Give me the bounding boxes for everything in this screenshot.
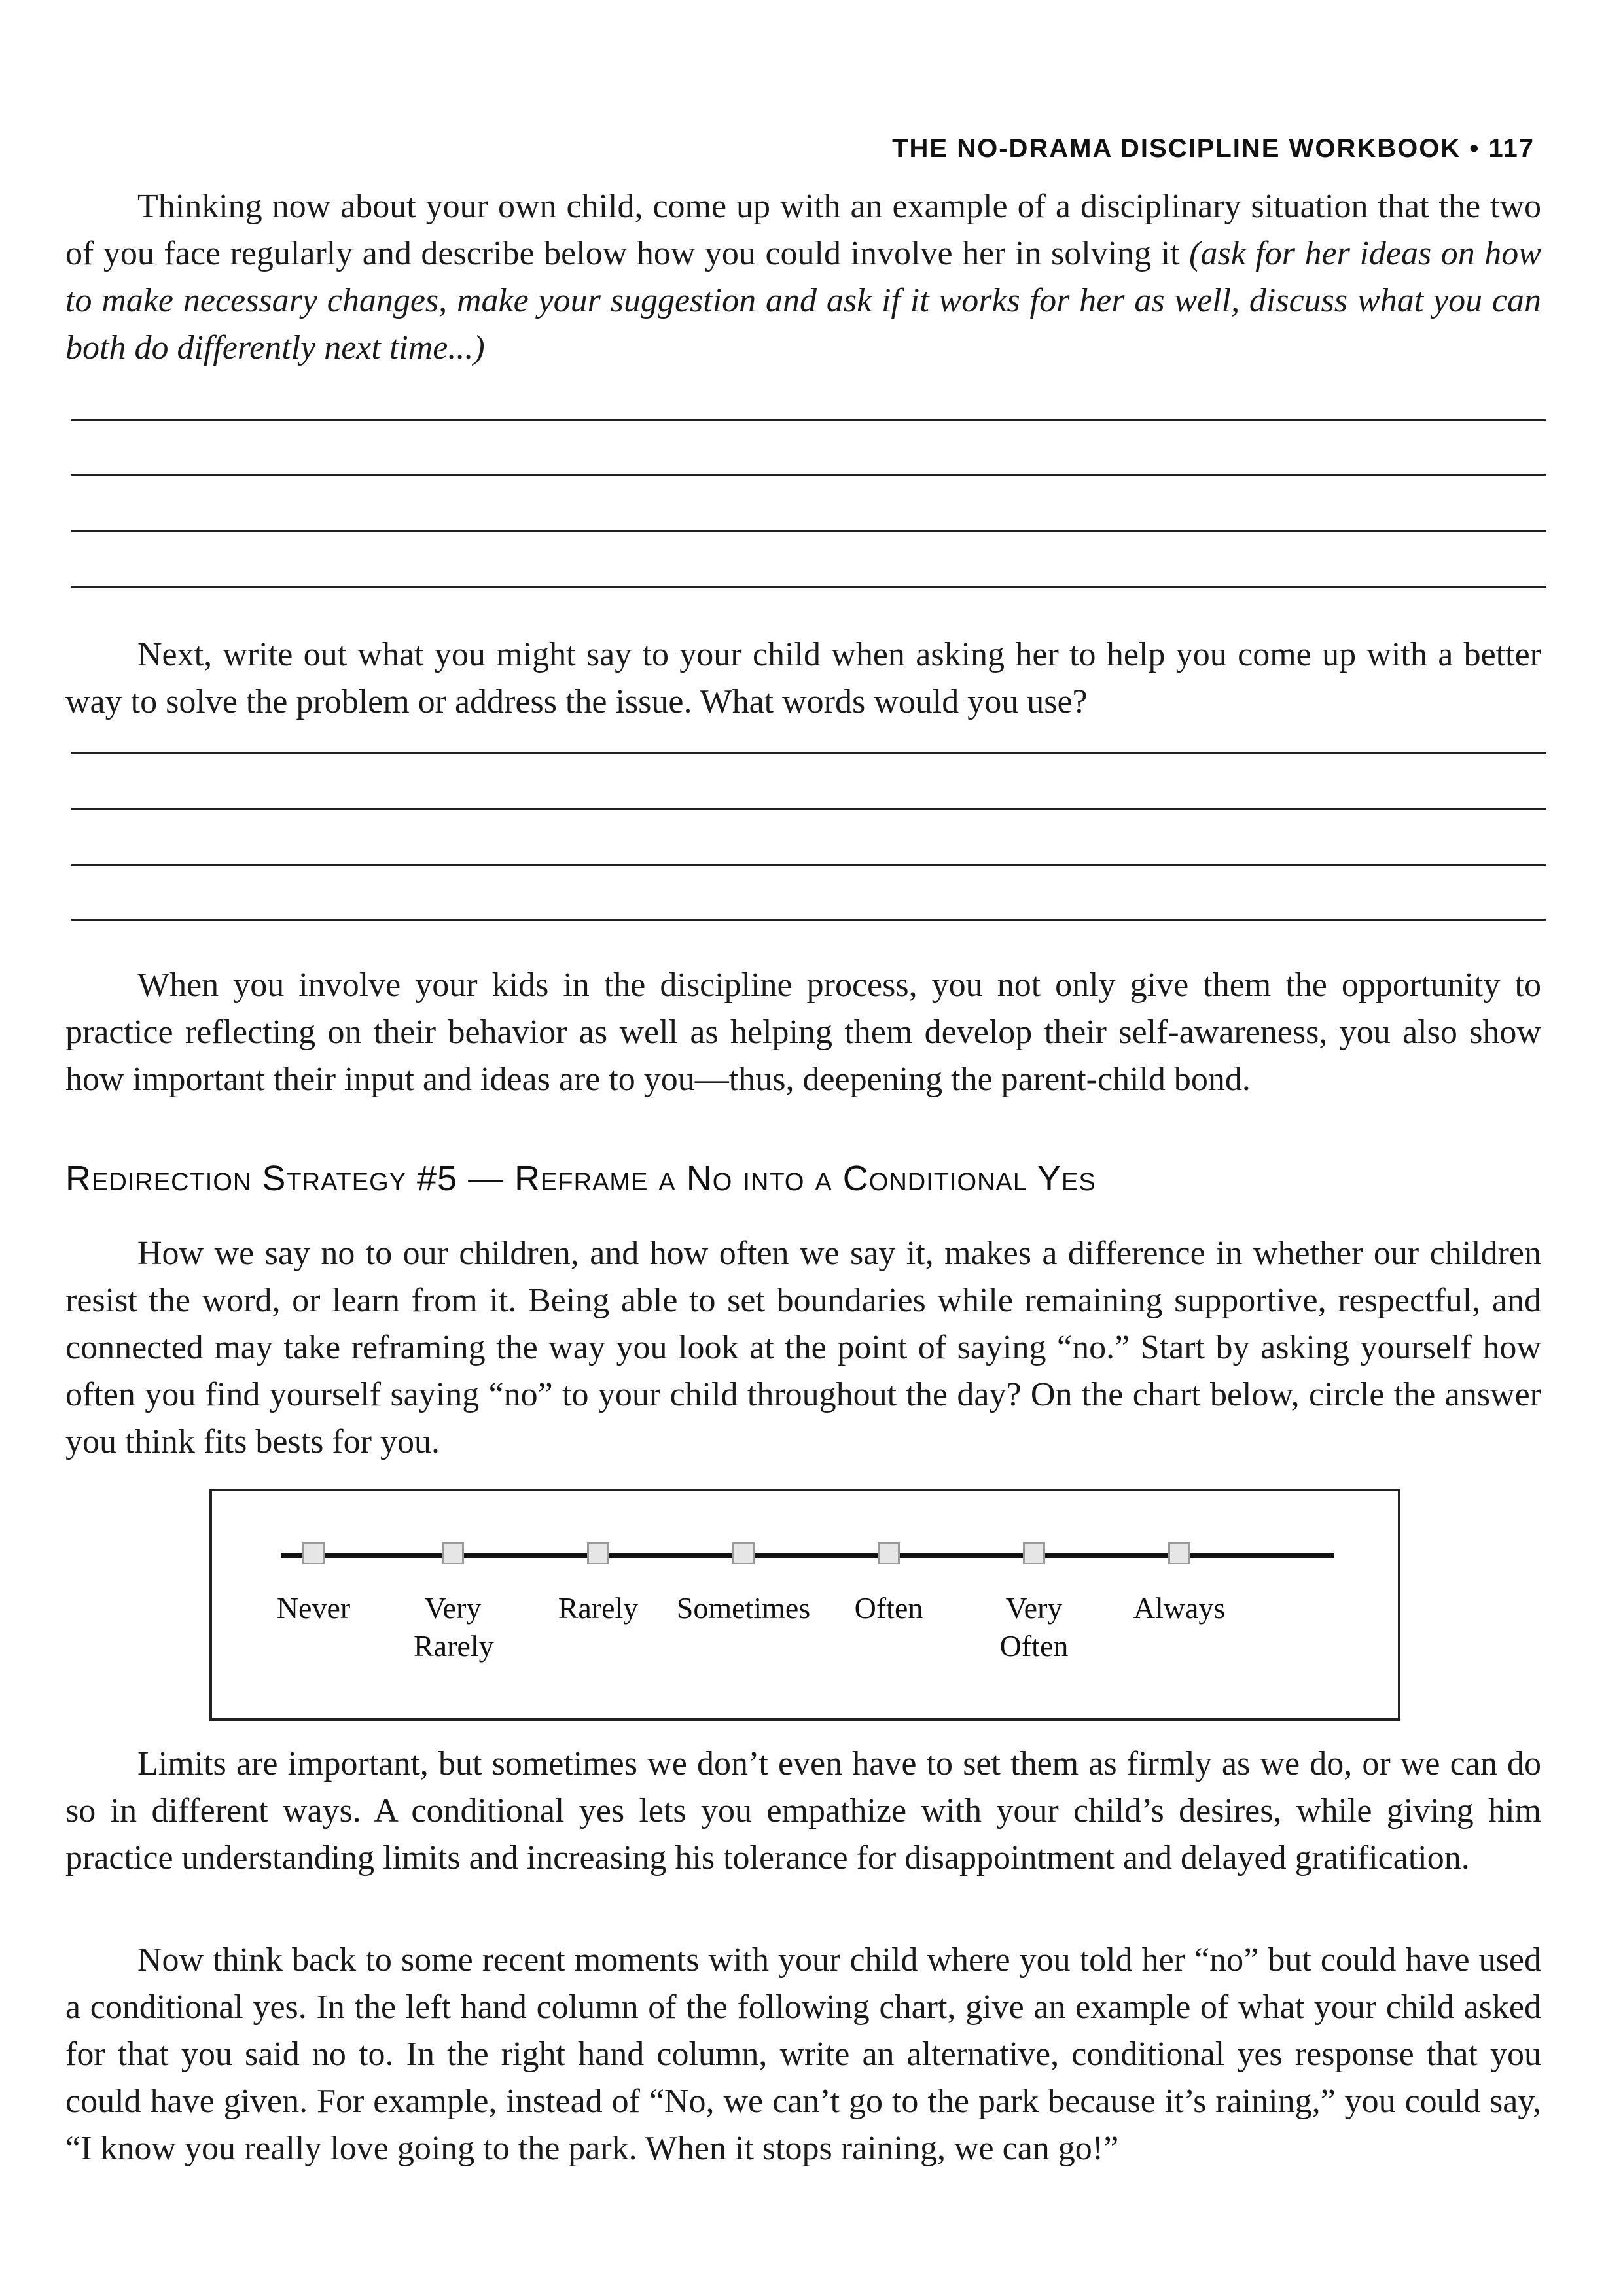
scale-option-label: Sometimes — [676, 1591, 811, 1625]
answer-line[interactable] — [71, 808, 1546, 810]
answer-line[interactable] — [71, 419, 1546, 421]
section-heading: Redirection Strategy #5 — Reframe a No into a Conditional Yes — [65, 1159, 1096, 1198]
scale-option-label: Rarely — [558, 1591, 639, 1625]
answer-line[interactable] — [71, 530, 1546, 532]
checkbox-icon[interactable] — [587, 1542, 609, 1564]
scale-option-label: Often — [854, 1591, 923, 1625]
scale-option-label: Very Often — [999, 1591, 1069, 1663]
checkbox-icon[interactable] — [302, 1542, 325, 1564]
answer-line[interactable] — [71, 474, 1546, 476]
checkbox-icon[interactable] — [1168, 1542, 1190, 1564]
prompt-words-to-use: Next, write out what you might say to your child when asking her to help you come up with a better way to solve the problem or address the issue. What words would you use? — [65, 636, 1541, 720]
answer-line[interactable] — [71, 864, 1546, 866]
checkbox-icon[interactable] — [732, 1542, 755, 1564]
checkbox-icon[interactable] — [1023, 1542, 1045, 1564]
paragraph-limits: Limits are important, but sometimes we don’t even have to set them as firmly as we do, or we can do so in different ways. A conditional yes lets you empathize with your child’s desires, while giving him practice understanding limits and increasing his tolerance for disappointment and delayed gratification. — [65, 1745, 1541, 1877]
answer-line[interactable] — [71, 752, 1546, 754]
paragraph-how-we-say-no: How we say no to our children, and how often we say it, makes a difference in whether our children resist the word, or learn from it. Being able to set boundaries while remaining supportive, respectful, and connected may take reframing the way you look at the point of saying “no.” Start by asking yourself how often you find yourself saying “no” to your child throughout the day? On the chart below, circle the answer you think fits bests for you. — [65, 1235, 1541, 1460]
prompt-involve-child — [65, 183, 1541, 372]
scale-option-always[interactable] — [1081, 1491, 1277, 1627]
prompt-involve-child-hint: (ask for her ideas on how to make necessary changes, make your suggestion and ask if it works for her as well, discuss what you can both do differently next time...) — [65, 235, 1541, 366]
answer-line[interactable] — [71, 586, 1546, 588]
answer-line[interactable] — [71, 919, 1546, 921]
frequency-scale-chart — [209, 1489, 1400, 1721]
scale-option-label: Always — [1133, 1591, 1226, 1625]
scale-option-label: Never — [276, 1591, 351, 1625]
running-head: THE NO-DRAMA DISCIPLINE WORKBOOK • 117 — [892, 134, 1535, 163]
paragraph-involve-kids: When you involve your kids in the discipline process, you not only give them the opportunity to practice reflecting on their behavior as well as helping them develop their self-awareness, you also show how important their input and ideas are to you—thus, deepening the parent-child bond. — [65, 966, 1541, 1098]
checkbox-icon[interactable] — [442, 1542, 464, 1564]
scale-option-label: Very Rarely — [414, 1591, 494, 1663]
paragraph-conditional-yes-exercise: Now think back to some recent moments with your child where you told her “no” but could have used a conditional yes. In the left hand column of the following chart, give an example of what your child asked for that you said no to. In the right hand column, write an alternative, conditional yes response that you could have given. For example, instead of “No, we can’t go to the park because it’s raining,” you could say, “I know you really love going to the park. When it stops raining, we can go!” — [65, 1941, 1541, 2167]
prompt-involve-child-text: Thinking now about your own child, come up with an example of a disciplinary situation that the two of you face regularly and describe below how you could involve her in solving it — [65, 188, 1541, 272]
checkbox-icon[interactable] — [878, 1542, 900, 1564]
